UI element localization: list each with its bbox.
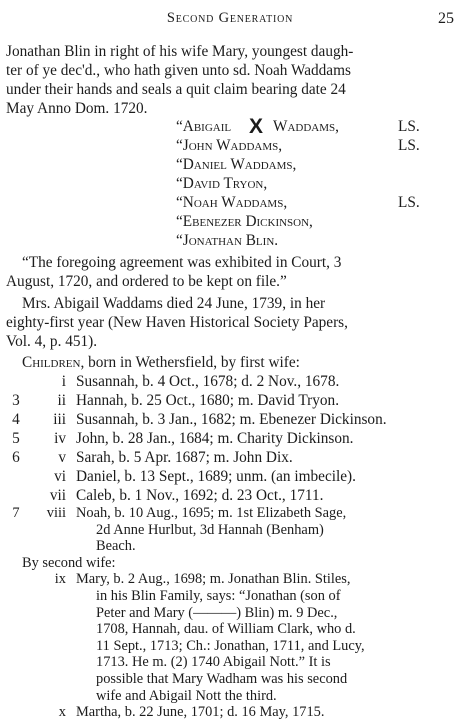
intro-line: May Anno Dom. 1720.: [6, 100, 148, 117]
generation-number: 3: [12, 392, 20, 409]
signatory-name: “John Waddams,: [176, 137, 283, 154]
running-head: Second Generation: [166, 10, 294, 26]
child-numeral: ix: [54, 571, 66, 588]
child-entry-continuation: Peter and Mary (———) Blin) m. 9 Dec.,: [96, 604, 338, 621]
child-entry: Susannah, b. 4 Oct., 1678; d. 2 Nov., 1678.: [76, 373, 340, 390]
second-wife-heading: By second wife:: [22, 554, 116, 571]
children-heading-rest: , born in Wethersfield, by first wife:: [80, 354, 300, 371]
child-numeral: vii: [49, 487, 66, 504]
generation-number: 4: [12, 411, 20, 428]
intro-line: Jonathan Blin in right of his wife Mary, youngest daugh-: [6, 43, 354, 60]
seal-mark: LS.: [398, 137, 420, 154]
child-entry-continuation: 11 Sept., 1713; Ch.: Jonathan, 1711, and Lucy,: [96, 637, 365, 654]
court-line: August, 1720, and ordered to be kept on file.”: [6, 273, 287, 290]
child-entry: Caleb, b. 1 Nov., 1692; d. 23 Oct., 1711.: [76, 487, 324, 504]
child-numeral: ii: [57, 392, 66, 409]
court-line: “The foregoing agreement was exhibited in Court, 3: [22, 254, 342, 271]
death-line: Mrs. Abigail Waddams died 24 June, 1739, in her: [22, 295, 326, 312]
child-numeral: iv: [54, 430, 66, 447]
generation-number: 6: [12, 449, 20, 466]
child-entry: Noah, b. 10 Aug., 1695; m. 1st Elizabeth Sage,: [76, 505, 347, 521]
signature-mark: X: [249, 115, 264, 138]
child-entry-continuation: 1708, Hannah, dau. of William Clark, who d.: [96, 621, 356, 638]
child-numeral: viii: [46, 505, 66, 521]
child-entry: Susannah, b. 3 Jan., 1682; m. Ebenezer Dickinson.: [76, 411, 387, 428]
seal-mark: LS.: [398, 194, 420, 211]
signatory-name-rest: Waddams,: [273, 118, 339, 135]
intro-line: under their hands and seals a quit claim bearing date 24: [6, 81, 346, 98]
generation-number: 7: [12, 505, 20, 521]
intro-line: ter of ye dec'd., who hath given unto sd. Noah Waddams: [6, 62, 351, 79]
child-entry-continuation: Beach.: [96, 538, 136, 555]
child-entry-continuation: possible that Mary Wadham was his second: [96, 671, 348, 687]
child-entry-continuation: 1713. He m. (2) 1740 Abigail Nott.” It is: [96, 654, 331, 671]
child-entry: Sarah, b. 5 Apr. 1687; m. John Dix.: [76, 449, 293, 466]
signatory-name: “Daniel Waddams,: [176, 156, 297, 173]
signatory-name: “David Tryon,: [176, 175, 268, 192]
signatory-name: “Ebenezer Dickinson,: [176, 213, 313, 230]
child-entry-continuation: wife and Abigail Nott the third.: [96, 687, 277, 704]
generation-number: 5: [12, 430, 20, 447]
signatory-name: “Jonathan Blin.: [176, 232, 279, 249]
child-entry: Daniel, b. 13 Sept., 1689; unm. (an imbecile).: [76, 468, 356, 485]
children-heading: [22, 353, 300, 372]
children-label: Children: [22, 354, 81, 371]
child-entry: John, b. 28 Jan., 1684; m. Charity Dickinson.: [76, 430, 354, 447]
signatory-name: “Noah Waddams,: [176, 194, 288, 211]
death-line: Vol. 4, p. 451).: [6, 333, 98, 350]
child-entry: Martha, b. 22 June, 1701; d. 16 May, 1715.: [76, 704, 325, 720]
page-number: 25: [438, 10, 454, 27]
child-entry: Mary, b. 2 Aug., 1698; m. Jonathan Blin. Stiles,: [76, 571, 351, 588]
child-entry: Hannah, b. 25 Oct., 1680; m. David Tryon.: [76, 392, 340, 409]
child-numeral: i: [61, 373, 66, 390]
child-numeral: iii: [53, 411, 66, 428]
child-numeral: v: [58, 449, 66, 466]
death-line: eighty-first year (New Haven Historical Society Papers,: [6, 314, 348, 331]
child-entry-continuation: in his Blin Family, says: “Jonathan (son of: [96, 588, 341, 604]
child-entry-continuation: 2d Anne Hurlbut, 3d Hannah (Benham): [96, 521, 324, 538]
child-numeral: x: [58, 704, 66, 720]
seal-mark: LS.: [398, 118, 420, 135]
page-header: [6, 10, 454, 30]
signatory-name: “Abigail: [176, 118, 232, 135]
child-numeral: vi: [54, 468, 66, 485]
